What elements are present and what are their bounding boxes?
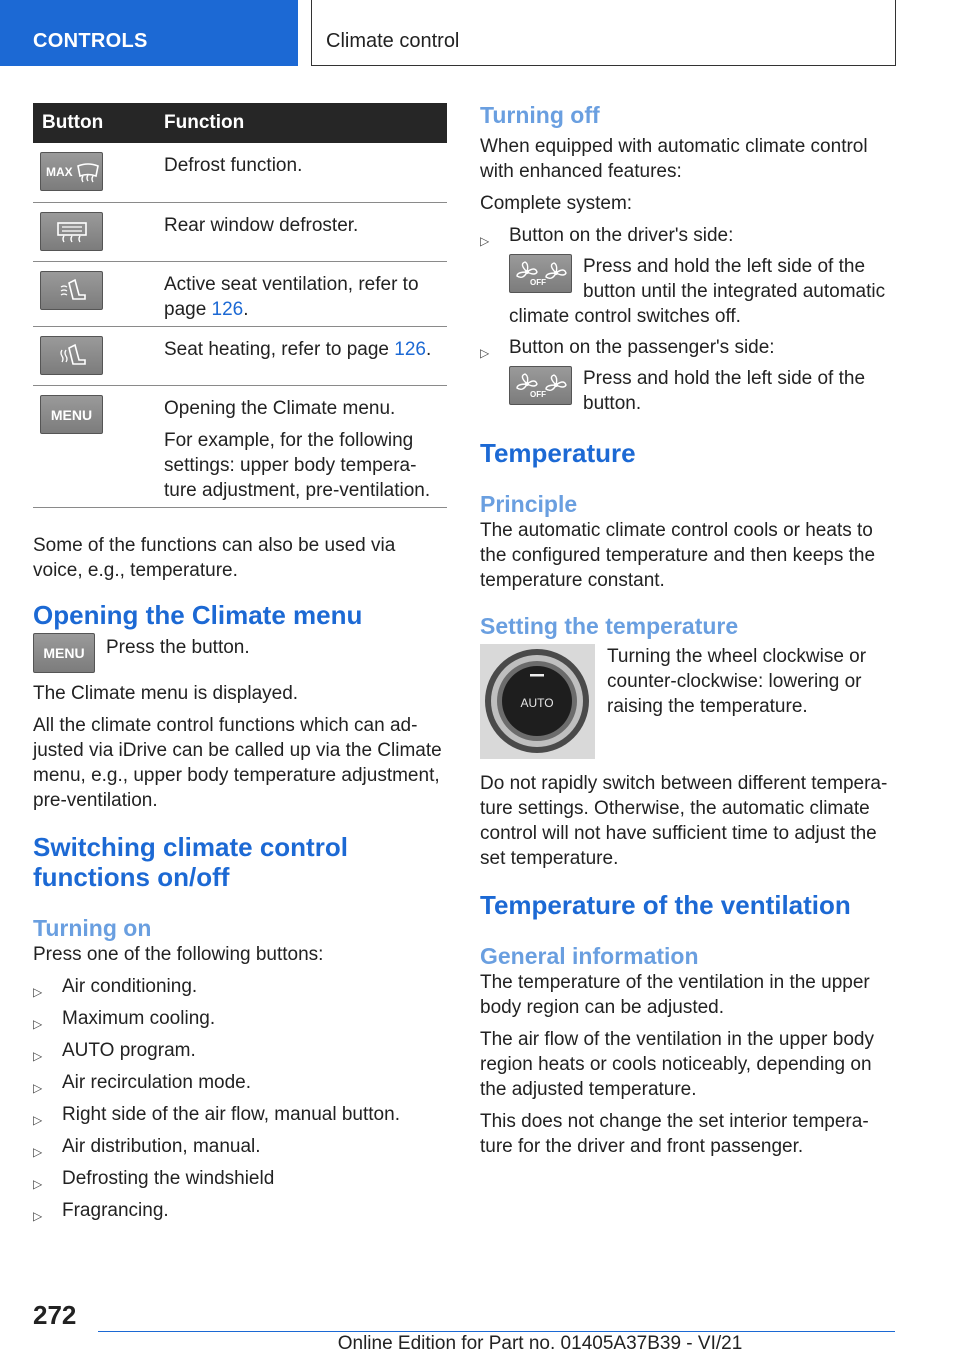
table-row [33, 143, 447, 203]
menu-icon-label: MENU [50, 406, 93, 423]
turn-off-list [480, 223, 895, 416]
menu-displayed-text: The Climate menu is displayed. [33, 683, 299, 704]
heading-principle: Principle [480, 491, 578, 517]
triangle-bullet-icon: ▷ [33, 1177, 43, 1191]
list-item-driver [480, 223, 895, 329]
triangle-bullet-icon: ▷ [33, 1049, 43, 1063]
list-item-passenger [480, 335, 895, 416]
all-functions-text: All the climate control functions which can ad-justed via iDrive can be called up via the Climate menu, e.g., upper body temperature adjustment, pre-ventilation. [33, 715, 442, 811]
passenger-fan-off-row [509, 366, 895, 416]
triangle-bullet-icon: ▷ [33, 1113, 43, 1127]
equipped-text: When equipped with automatic climate control with enhanced features: [480, 136, 868, 182]
list-item [33, 1038, 447, 1063]
heading-switching-functions: Switching climate control functions on/off [33, 832, 348, 892]
heading-turning-off: Turning off [480, 102, 600, 128]
row-function-text: Opening the Climate menu. [164, 398, 396, 419]
table-row [33, 386, 447, 508]
menu-press-row [33, 633, 447, 673]
list-item [33, 974, 447, 999]
driver-fan-off-row [509, 254, 895, 304]
list-item-text: Fragrancing. [62, 1200, 169, 1221]
list-item-text: Air recirculation mode. [62, 1072, 252, 1093]
heading-ventilation-temperature: Temperature of the ventilation [480, 890, 851, 920]
press-one-text: Press one of the following buttons: [33, 944, 324, 965]
row-function-text [164, 337, 447, 362]
footer-rule [98, 1331, 895, 1332]
triangle-bullet-icon: ▷ [480, 346, 490, 360]
svg-text:OFF: OFF [529, 389, 546, 399]
page-link-126[interactable]: 126 [211, 299, 244, 320]
passenger-instruction-text: Press and hold the left side of the button. [583, 368, 866, 414]
list-item-text: Air conditioning. [62, 976, 198, 997]
triangle-bullet-icon: ▷ [33, 1081, 43, 1095]
list-item [33, 1134, 447, 1159]
auto-label: AUTO [520, 696, 554, 710]
chapter-header [311, 0, 896, 66]
heading-temperature: Temperature [480, 438, 636, 468]
row-function-text: Defrost function. [164, 155, 303, 176]
list-item-text: Maximum cooling. [62, 1008, 216, 1029]
list-item-text: Right side of the air flow, manual button. [62, 1104, 400, 1125]
ventilation-text-1: The temperature of the ventilation in the upper body region can be adjusted. [480, 972, 870, 1018]
list-item-text: Button on the passenger's side: [509, 337, 775, 358]
list-item [33, 1006, 447, 1031]
row-function-text-2: For example, for the following settings: upper body tempera-ture adjustment, pre-ventilation. [164, 430, 431, 501]
menu-button-icon [40, 395, 103, 434]
list-item-text: Air distribution, manual. [62, 1136, 261, 1157]
section-tab [0, 0, 298, 66]
seat-heating-icon [40, 336, 103, 375]
turn-on-button-list [33, 974, 447, 1223]
row-function-text [164, 272, 447, 322]
header-function: Function [164, 112, 245, 133]
fan-off-icon [509, 254, 572, 293]
press-button-text: Press the button. [106, 637, 250, 658]
heading-general-information: General information [480, 943, 699, 969]
heading-setting-temperature: Setting the temperature [480, 613, 739, 639]
heading-opening-climate-menu: Opening the Climate menu [33, 600, 363, 630]
complete-system-text: Complete system: [480, 193, 633, 214]
ventilation-text-3: This does not change the set interior tempera-ture for the driver and front passenger. [480, 1111, 869, 1157]
triangle-bullet-icon: ▷ [33, 985, 43, 999]
row-function-text: Rear window defroster. [164, 215, 359, 236]
footer-edition: Online Edition for Part no. 01405A37B39 - VI/21 [337, 1333, 743, 1354]
defrost-max-icon [40, 152, 103, 191]
table-header [33, 103, 447, 143]
seat-ventilation-icon [40, 271, 103, 310]
svg-text:MAX: MAX [45, 164, 73, 179]
row-text-end: . [425, 339, 432, 360]
driver-instruction-text-end: climate control switches off. [509, 306, 741, 327]
driver-instruction-text: Press and hold the left side of the button until the integrated automatic [583, 256, 886, 302]
heading-turning-on: Turning on [33, 915, 152, 941]
triangle-bullet-icon: ▷ [480, 234, 490, 248]
voice-intro: Some of the functions can also be used via voice, e.g., temperature. [33, 535, 396, 581]
list-item-text: Button on the driver's side: [509, 225, 734, 246]
wheel-instruction-text: Turning the wheel clockwise or counter-clockwise: lowering or raising the temperature. [607, 646, 867, 717]
triangle-bullet-icon: ▷ [33, 1017, 43, 1031]
page-number: 272 [33, 1300, 77, 1330]
page-link-126[interactable]: 126 [394, 339, 426, 360]
list-item [33, 1070, 447, 1095]
table-row [33, 327, 447, 386]
button-function-table [33, 103, 447, 508]
list-item-text: AUTO program. [62, 1040, 196, 1061]
triangle-bullet-icon: ▷ [33, 1145, 43, 1159]
row-text: Seat heating, refer to page [164, 339, 395, 360]
ventilation-text-2: The air flow of the ventilation in the upper body region heats or cools noticeably, depending on the adjusted temperature. [480, 1029, 874, 1100]
header-button: Button [42, 112, 104, 133]
list-item [33, 1102, 447, 1127]
menu-icon-label: MENU [43, 645, 85, 661]
fan-off-icon [509, 366, 572, 405]
row-text: Active seat ventilation, refer to page [164, 274, 419, 320]
row-text-end: . [243, 299, 249, 320]
triangle-bullet-icon: ▷ [33, 1209, 43, 1223]
temperature-wheel-row [480, 644, 895, 759]
menu-button-icon [33, 633, 95, 673]
table-row [33, 203, 447, 262]
rear-defroster-icon [40, 212, 103, 251]
table-row [33, 262, 447, 327]
list-item [33, 1198, 447, 1223]
right-column [480, 101, 895, 1166]
list-item-text: Defrosting the windshield [62, 1168, 275, 1189]
temperature-wheel-image [480, 644, 595, 759]
rapid-switch-warning: Do not rapidly switch between different tempera-ture settings. Otherwise, the automatic climate control will not have sufficient time to adjust the set temperature. [480, 773, 888, 869]
list-item [33, 1166, 447, 1191]
principle-text: The automatic climate control cools or heats to the configured temperature and then keeps the temperature constant. [480, 520, 876, 591]
svg-text:OFF: OFF [529, 277, 546, 287]
left-column [33, 103, 447, 1230]
section-label: CONTROLS [33, 30, 148, 52]
chapter-title: Climate control [326, 30, 460, 52]
